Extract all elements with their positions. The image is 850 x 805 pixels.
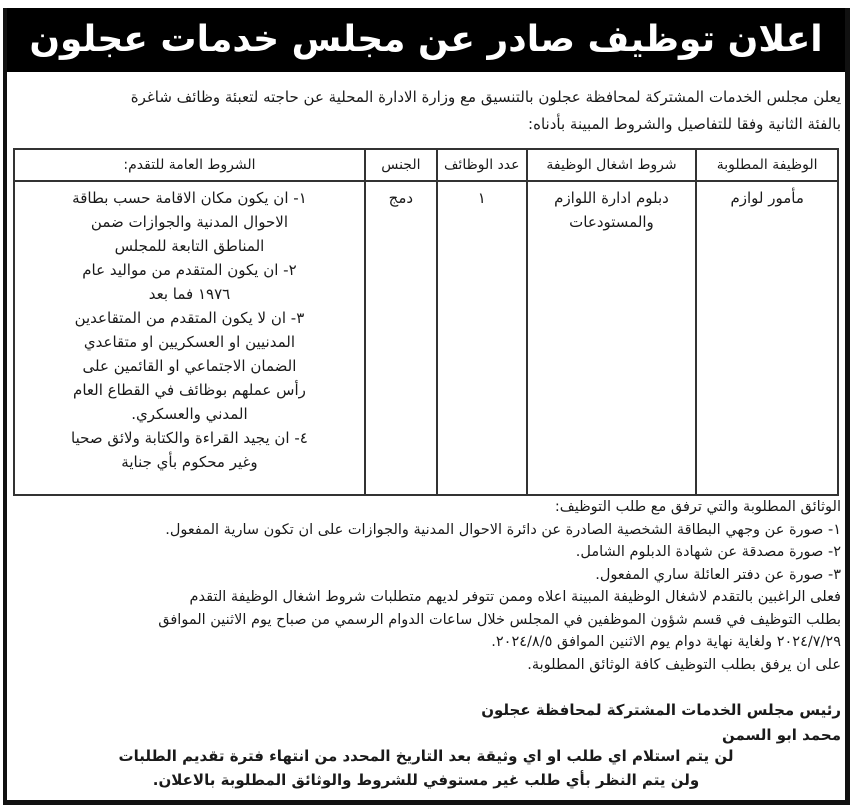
cell-gender: دمج [365,181,437,495]
signature-title: رئيس مجلس الخدمات المشتركة لمحافظة عجلون [481,701,841,719]
condition-line: المدنيين او العسكريين او متقاعدي [83,333,296,351]
intro-line: يعلن مجلس الخدمات المشتركة لمحافظة عجلون بالتنسيق مع وزارة الادارة المحلية عن حاجته لتعبئة وظائف شاغرة [130,88,841,106]
application-paragraph-line: فعلى الراغبين بالتقدم لاشغال الوظيفة المبينة اعلاه وممن تتوفر لديهم متطلبات شروط اشغال الوظيفة التقدم [189,589,841,605]
required-documents [11,496,841,676]
condition-line: ٣- ان لا يكون المتقدم من المتقاعدين [74,309,305,327]
cell-job: مأمور لوازم [696,181,838,495]
document-item: ١- صورة عن وجهي البطاقة الشخصية الصادرة عن دائرة الاحوال المدنية والجوازات على ان تكون سارية المفعول. [165,521,841,538]
condition-line: الاحوال المدنية والجوازات ضمن [90,213,288,231]
notice-line: لن يتم استلام اي طلب او اي وثيقة بعد التاريخ المحدد من انتهاء فترة تقديم الطلبات [118,747,734,765]
condition-line: وغير محكوم بأي جناية [121,453,258,471]
table-header-row [14,149,838,181]
application-paragraph-line: ٢٠٢٤/٧/٢٩ ولغاية نهاية دوام يوم الاثنين الموافق ٢٠٢٤/٨/٥. [491,634,841,650]
document-item: ٢- صورة مصدقة عن شهادة الدبلوم الشامل. [575,544,841,560]
signature-block [11,698,841,748]
cell-conditions [14,181,365,495]
notice-line: ولن يتم النظر بأي طلب غير مستوفي للشروط والوثائق المطلوبة بالاعلان. [152,771,700,789]
condition-line: ١- ان يكون مكان الاقامة حسب بطاقة [72,189,307,207]
closing-notice [7,744,845,792]
header-gender: الجنس [365,149,437,181]
requirement-line: دبلوم ادارة اللوازم [554,189,669,207]
condition-line: رأس عملهم بوظائف في القطاع العام [73,381,306,399]
document-item: ٣- صورة عن دفتر العائلة ساري المفعول. [595,566,841,583]
application-paragraph-line: على ان يرفق بطلب التوظيف كافة الوثائق المطلوبة. [527,656,841,673]
intro-line: بالفئة الثانية وفقا للتفاصيل والشروط المبينة بأدناه: [528,115,841,133]
header-job-count: عدد الوظائف [437,149,527,181]
condition-line: الضمان الاجتماعي او القائمين على [82,357,297,375]
header-general-conditions: الشروط العامة للتقدم: [14,149,365,181]
announcement-title: اعلان توظيف صادر عن مجلس خدمات عجلون [7,8,845,72]
cell-count: ١ [437,181,527,495]
table-row [14,181,838,495]
signature-name: محمد ابو السمن [721,726,841,744]
requirement-line: والمستودعات [569,213,654,231]
intro-paragraph [11,84,841,138]
condition-line: ١٩٧٦ فما بعد [148,285,231,303]
header-job-requirements: شروط اشغال الوظيفة [527,149,697,181]
condition-line: المناطق التابعة للمجلس [114,237,265,255]
cell-requirements [527,181,697,495]
header-required-job: الوظيفة المطلوبة [696,149,838,181]
documents-heading: الوثائق المطلوبة والتي ترفق مع طلب التوظيف: [554,499,841,515]
condition-line: المدني والعسكري. [131,405,248,423]
condition-line: ٢- ان يكون المتقدم من مواليد عام [82,261,297,279]
announcement-frame [3,8,850,805]
condition-line: ٤- ان يجيد القراءة والكتابة ولائق صحيا [71,429,308,447]
application-paragraph-line: بطلب التوظيف في قسم شؤون الموظفين في المجلس خلال ساعات الدوام الرسمي من صباح يوم الاثنين الموافق [158,611,841,628]
jobs-table [13,148,839,496]
